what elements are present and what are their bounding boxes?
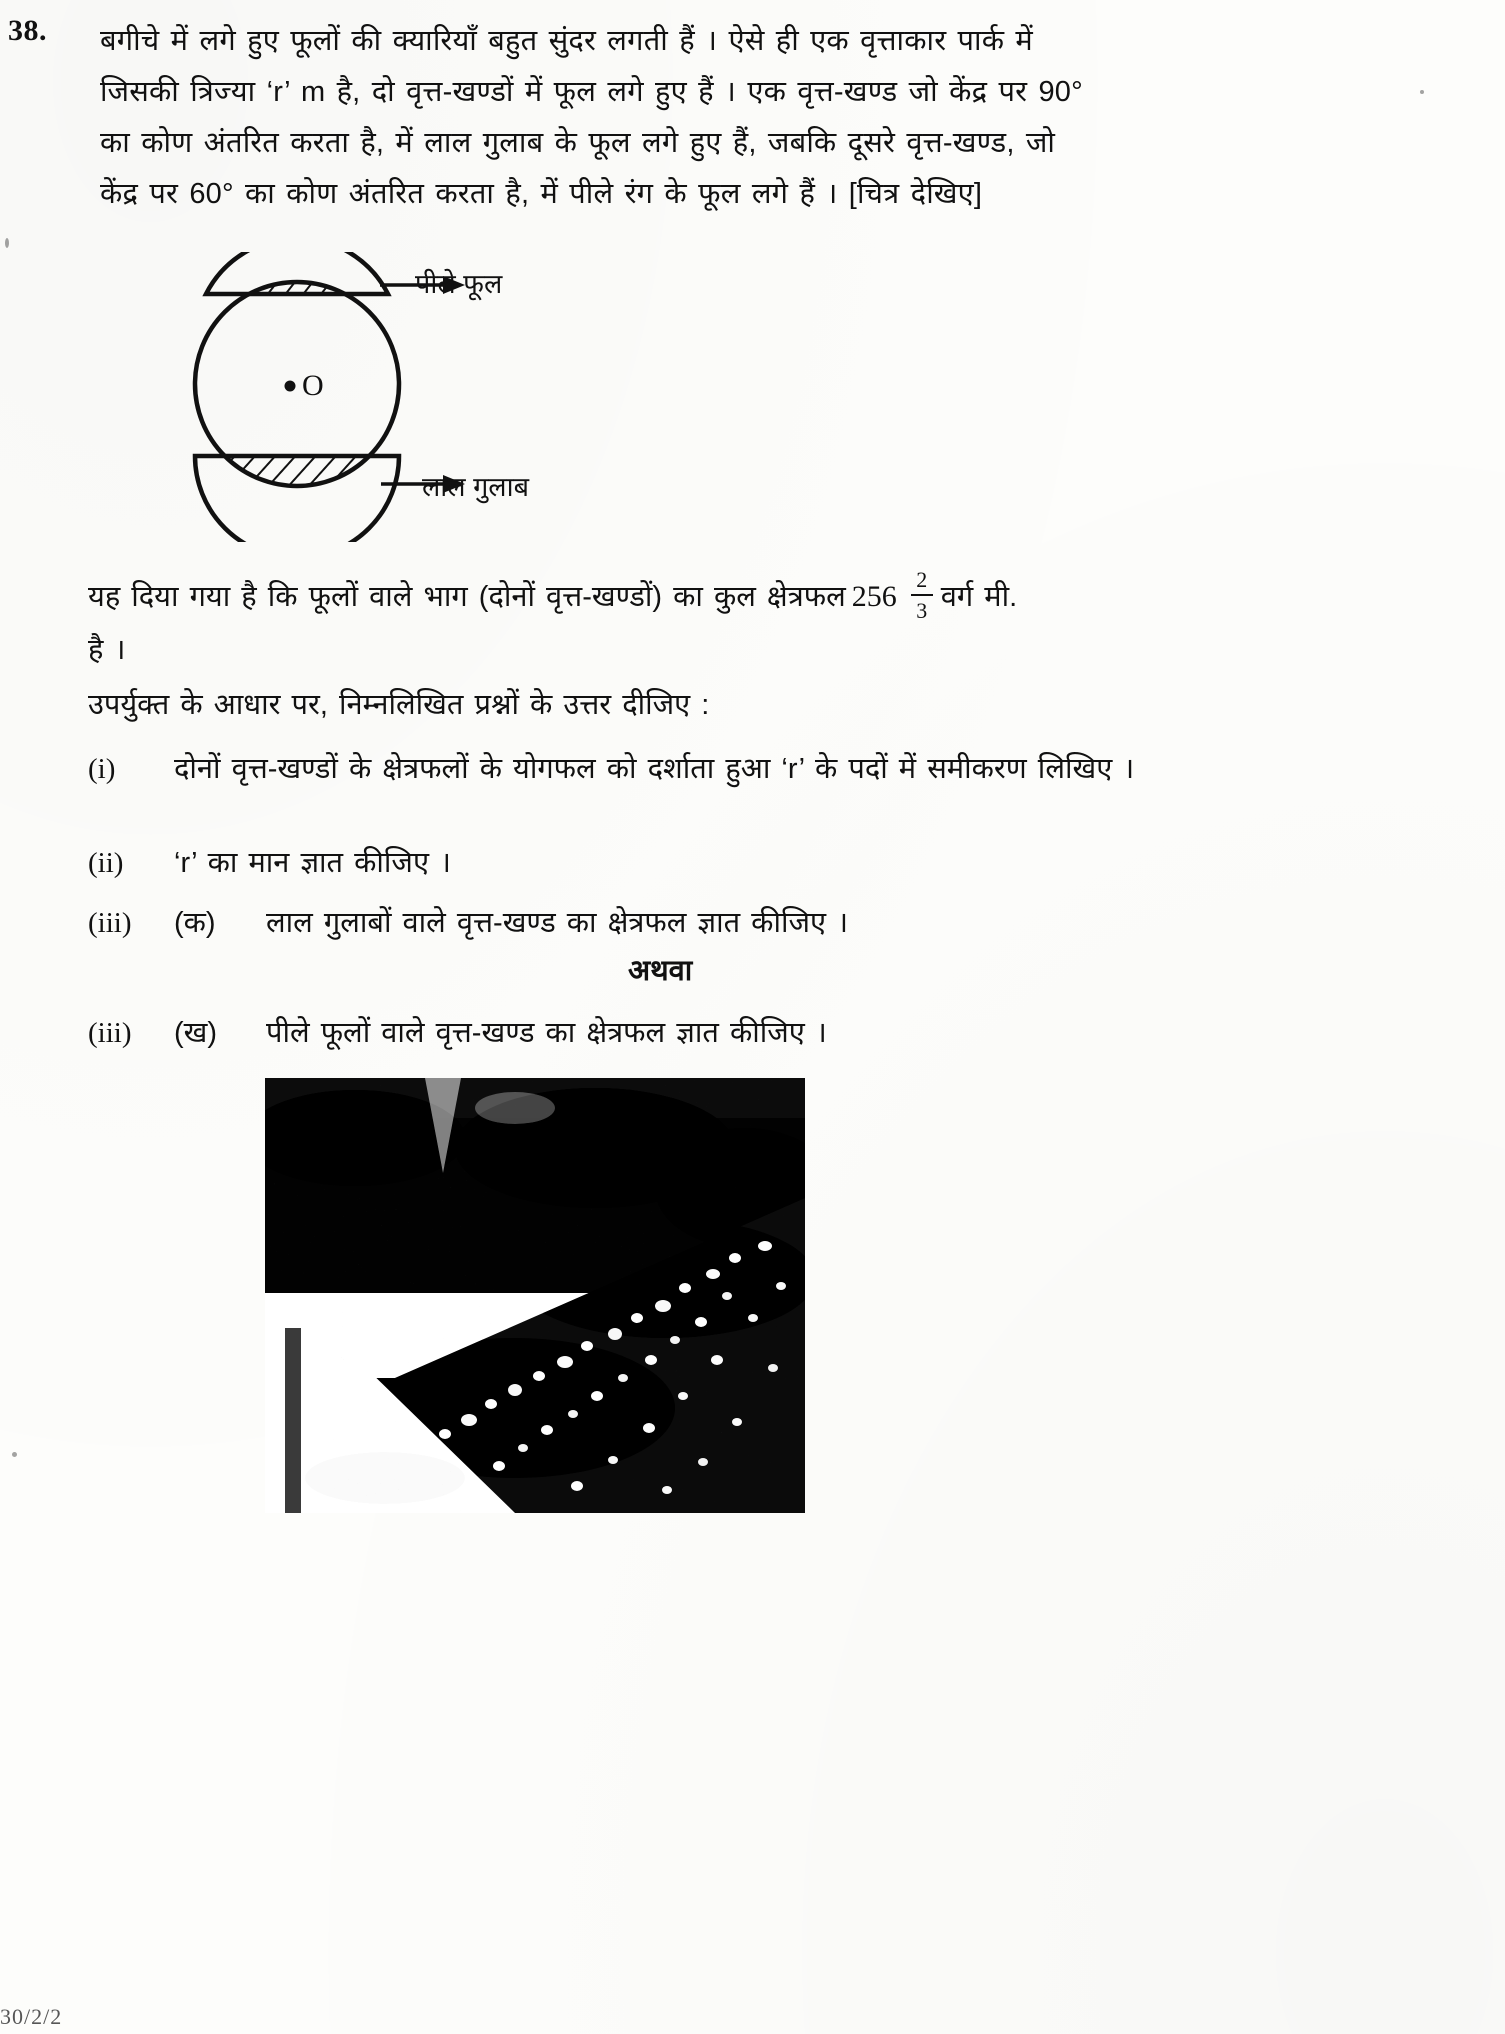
stem-line-2: जिसकी त्रिज्या ‘r’ m है, दो वृत्त-खण्डों में फूल लगे हुए हैं । एक वृत्त-खण्ड जो केंद्र पर 90° [100,76,1083,108]
given-text-before: यह दिया गया है कि फूलों वाले भाग (दोनों वृत्त-खण्डों) का कुल क्षेत्रफल [88,581,846,614]
subquestion-iii-kha-alpha: (ख) [174,1017,218,1049]
page-footer-code: 30/2/2 [0,2004,63,2029]
stem-line-1: बगीचे में लगे हुए फूलों की क्यारियाँ बहुत सुंदर लगती हैं । ऐसे ही एक वृत्ताकार पार्क में [100,25,1033,57]
subquestion-iii-ka-alpha: (क) [174,907,216,939]
subquestion-iii-ka-text: लाल गुलाबों वाले वृत्त-खण्ड का क्षेत्रफल ज्ञात कीजिए । [266,907,849,939]
subquestion-i [88,744,1418,794]
subquestion-ii [88,838,1418,888]
given-fraction [911,568,933,622]
leadin-text: उपर्युक्त के आधार पर, निम्नलिखित प्रश्नों के उत्तर दीजिए : [88,689,710,721]
question-stem [100,16,1410,220]
scan-speck [12,1452,17,1457]
scan-speck [1420,90,1424,94]
subquestion-iii-kha-roman: (iii) [88,1017,132,1049]
fraction-numerator: 2 [916,567,928,592]
given-line-1 [88,567,1413,624]
circle-diagram [175,252,595,532]
red-rose-label: लाल गुलाब [422,472,530,502]
subquestion-iii-kha [88,1008,1418,1058]
given-whole-number: 256 [851,580,897,614]
centre-label: O [302,369,324,402]
subquestion-iii-ka-roman: (iii) [88,907,132,939]
garden-hedge-photograph [265,1078,805,1513]
question-number: 38. [8,14,47,47]
fraction-bar [911,594,933,596]
photograph-svg [265,1078,805,1513]
subquestion-iii-ka [88,898,1418,948]
red-segment [185,456,415,498]
circle-diagram-svg [175,252,595,542]
subquestion-ii-text: ‘r’ का मान ज्ञात कीजिए । [174,847,452,879]
or-label: अथवा [628,955,693,987]
centre-point [285,381,296,392]
given-unit: वर्ग मी. [940,581,1018,614]
subquestion-iii-kha-text: पीले फूलों वाले वृत्त-खण्ड का क्षेत्रफल ज्ञात कीजिए । [266,1017,827,1049]
given-statement [88,567,1413,676]
photo-grain-overlay [265,1078,805,1513]
subquestion-ii-roman: (ii) [88,847,124,879]
stem-line-3: का कोण अंतरित करता है, में लाल गुलाब के फूल लगे हुए हैं, जबकि दूसरे वृत्त-खण्ड, जो [100,127,1056,159]
subquestion-i-roman: (i) [88,753,116,785]
given-line-2: है । [88,634,126,667]
yellow-flower-label: पीले फूल [415,269,503,299]
stem-line-4: केंद्र पर 60° का कोण अंतरित करता है, में पीले रंग के फूल लगे हैं । [चित्र देखिए] [100,178,983,210]
scan-speck [5,238,9,248]
subquestion-i-text: दोनों वृत्त-खण्डों के क्षेत्रफलों के योगफल को दर्शाता हुआ ‘r’ के पदों में समीकरण लिखिए । [174,753,1135,785]
fraction-denominator: 3 [916,598,928,624]
